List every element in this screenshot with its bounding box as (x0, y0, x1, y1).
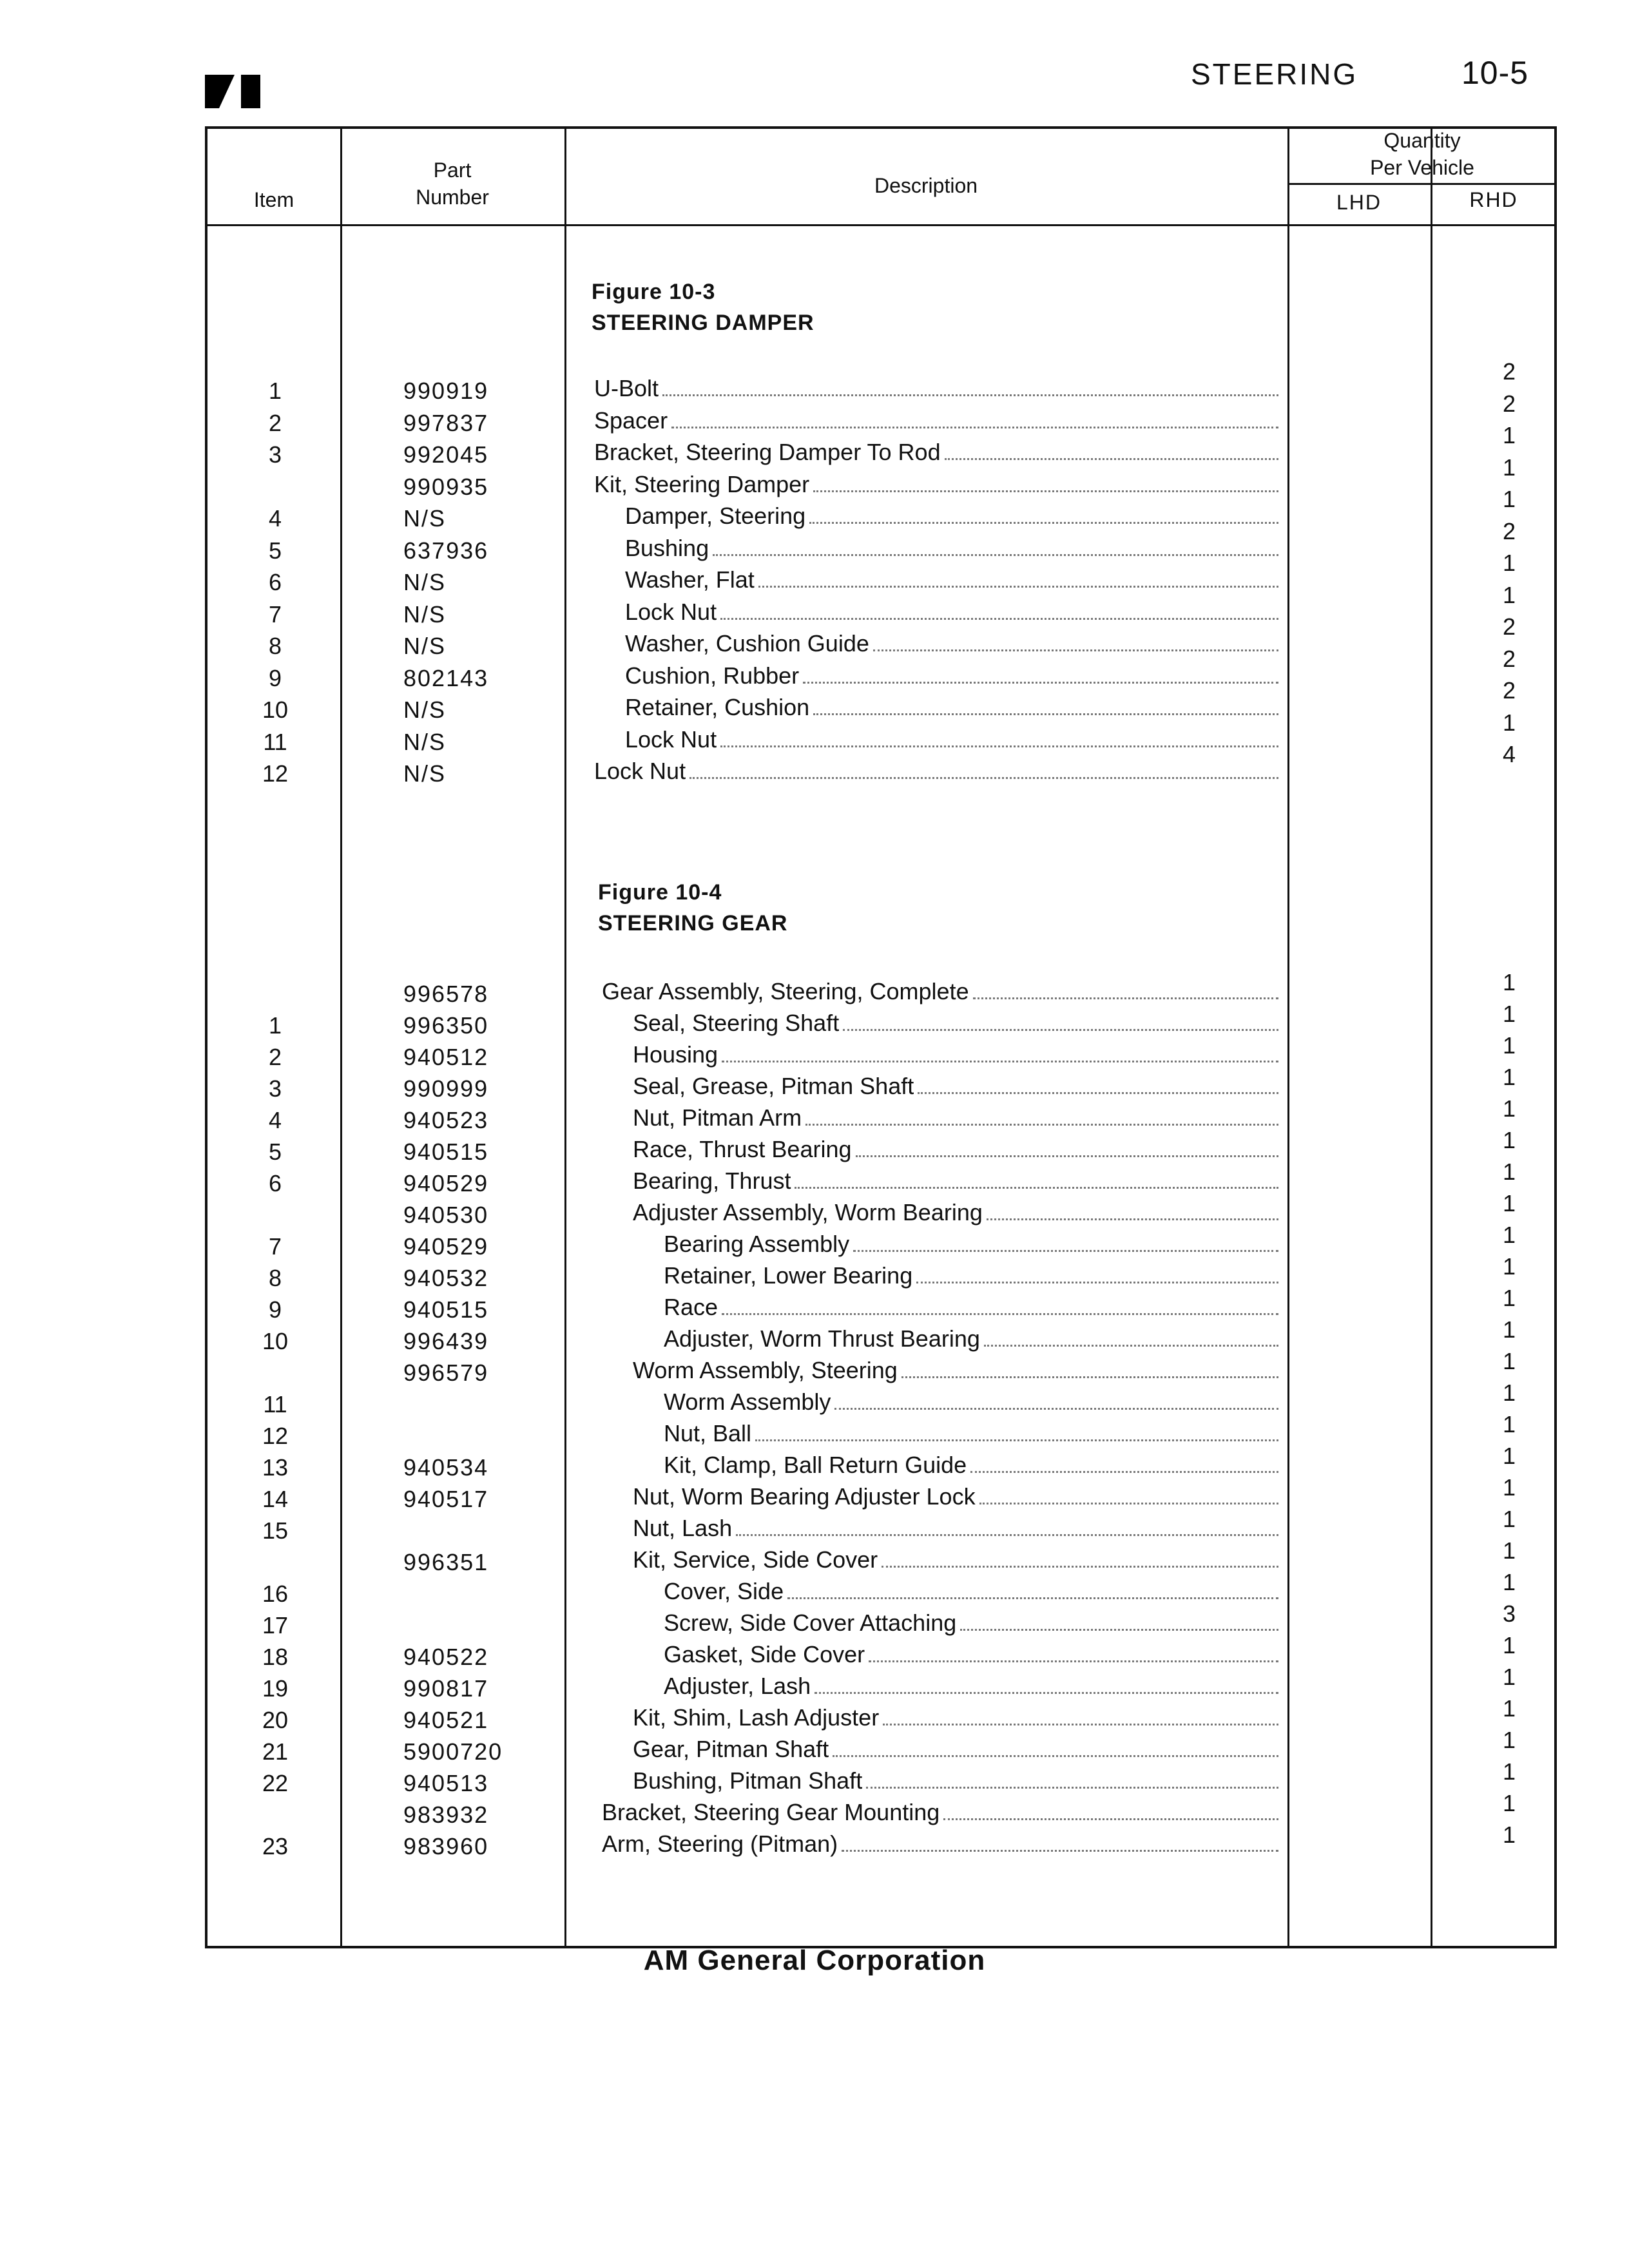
dot-leader (945, 440, 1278, 460)
quantity-subheader-divider (1287, 183, 1554, 185)
dot-leader (720, 727, 1278, 747)
description-text: Kit, Clamp, Ball Return Guide (664, 1452, 970, 1479)
quantity-rhd: 1 (1502, 550, 1516, 576)
dot-leader (987, 1200, 1278, 1220)
dot-leader (787, 1579, 1278, 1599)
dot-leader (866, 1769, 1278, 1789)
item-number: 7 (268, 601, 282, 628)
part-description (625, 599, 1278, 626)
quantity-rhd: 1 (1502, 969, 1516, 995)
description-text: Washer, Cushion Guide (625, 630, 873, 657)
part-number: 637936 (403, 537, 489, 564)
part-description (633, 1515, 1278, 1542)
table-row (207, 1443, 1559, 1484)
description-text: Bushing, Pitman Shaft (633, 1767, 866, 1794)
item-number: 10 (262, 697, 289, 723)
page-section-title: STEERING (1191, 57, 1358, 91)
part-description (633, 1767, 1278, 1794)
description-text: Retainer, Cushion (625, 694, 813, 721)
quantity-rhd: 2 (1502, 645, 1516, 672)
dot-leader (713, 536, 1278, 556)
section-title: STEERING GEAR (598, 911, 788, 936)
dot-leader (960, 1611, 1278, 1631)
part-description (602, 1831, 1278, 1858)
item-number: 8 (268, 633, 282, 659)
table-row (207, 1158, 1559, 1200)
item-number: 4 (268, 505, 282, 532)
dot-leader (916, 1264, 1278, 1283)
description-text: Gear Assembly, Steering, Complete (602, 978, 973, 1005)
dot-leader (882, 1548, 1278, 1568)
quantity-rhd: 1 (1502, 709, 1516, 736)
description-text: Bushing (625, 535, 713, 562)
footer-company-name: AM General Corporation (643, 1945, 986, 1976)
item-number: 5 (268, 537, 282, 564)
description-text: U-Bolt (594, 375, 662, 402)
part-number: N/S (403, 760, 447, 787)
figure-label: Figure 10-4 (598, 880, 722, 905)
table-row (207, 1253, 1559, 1294)
item-number: 3 (268, 441, 282, 468)
part-description (602, 978, 1278, 1005)
table-row (207, 358, 1559, 407)
part-number: 940534 (403, 1454, 489, 1481)
part-description (633, 1104, 1278, 1131)
part-description (594, 439, 1278, 466)
dot-leader (813, 695, 1278, 715)
header-divider (207, 224, 1554, 226)
part-description (594, 758, 1278, 785)
item-number: 11 (263, 1391, 287, 1418)
part-description (594, 375, 1278, 402)
table-row (207, 1379, 1559, 1421)
description-text: Screw, Side Cover Attaching (664, 1610, 960, 1637)
description-text: Damper, Steering (625, 503, 809, 530)
dot-leader (943, 1800, 1278, 1820)
dot-leader (901, 1358, 1278, 1378)
quantity-rhd: 1 (1502, 1632, 1516, 1658)
column-header-description: Description (874, 174, 978, 197)
dot-leader (795, 1169, 1278, 1189)
quantity-rhd: 2 (1502, 517, 1516, 544)
description-text: Kit, Steering Damper (594, 471, 813, 498)
table-row (207, 1790, 1559, 1831)
dot-leader (720, 600, 1278, 620)
quantity-rhd: 1 (1502, 1001, 1516, 1027)
description-text: Retainer, Lower Bearing (664, 1262, 916, 1289)
part-description (664, 1262, 1278, 1289)
quantity-rhd: 1 (1502, 1095, 1516, 1122)
part-description (633, 1041, 1278, 1068)
part-description (633, 1136, 1278, 1163)
dot-leader (918, 1074, 1278, 1094)
table-row (207, 1190, 1559, 1231)
table-row (207, 1222, 1559, 1263)
quantity-rhd: 4 (1502, 741, 1516, 767)
table-row (207, 1664, 1559, 1705)
part-description (625, 566, 1278, 593)
quantity-rhd: 1 (1502, 1032, 1516, 1059)
item-number: 22 (262, 1770, 289, 1796)
column-header-lhd: LHD (1336, 191, 1382, 214)
description-text: Lock Nut (594, 758, 689, 785)
part-description (664, 1389, 1278, 1416)
dot-leader (755, 1421, 1278, 1441)
description-text: Bearing, Thrust (633, 1168, 795, 1195)
description-text: Worm Assembly, Steering (633, 1357, 901, 1384)
description-text: Race, Thrust Bearing (633, 1136, 856, 1163)
part-description (602, 1799, 1278, 1826)
part-description (664, 1231, 1278, 1258)
description-text: Bearing Assembly (664, 1231, 853, 1258)
part-number: 990935 (403, 473, 489, 500)
quantity-rhd: 1 (1502, 486, 1516, 512)
item-number: 16 (262, 1581, 289, 1607)
dot-leader (853, 1232, 1278, 1252)
item-number: 3 (268, 1075, 282, 1102)
part-number: 983932 (403, 1802, 489, 1828)
company-logo-icon (205, 72, 262, 110)
description-text: Lock Nut (625, 599, 720, 626)
description-text: Nut, Lash (633, 1515, 736, 1542)
table-row (207, 1695, 1559, 1736)
quantity-rhd: 1 (1502, 454, 1516, 481)
part-description (633, 1073, 1278, 1100)
part-number: 940532 (403, 1265, 489, 1291)
part-number: 940530 (403, 1202, 489, 1228)
part-number: 996578 (403, 981, 489, 1007)
column-header-quantity: Quantity (1383, 129, 1461, 152)
section-title: STEERING DAMPER (592, 311, 815, 335)
quantity-rhd: 2 (1502, 677, 1516, 704)
part-number: 990817 (403, 1675, 489, 1702)
part-number: 802143 (403, 664, 489, 691)
dot-leader (805, 1106, 1278, 1126)
dot-leader (834, 1390, 1278, 1410)
quantity-rhd: 1 (1502, 1727, 1516, 1753)
dot-leader (758, 568, 1278, 588)
part-description (664, 1578, 1278, 1605)
description-text: Cushion, Rubber (625, 662, 803, 689)
part-number: 996350 (403, 1012, 489, 1039)
table-row (207, 1821, 1559, 1863)
description-text: Kit, Shim, Lash Adjuster (633, 1704, 883, 1731)
dot-leader (843, 1011, 1278, 1031)
item-number: 2 (268, 1044, 282, 1070)
table-row (207, 1095, 1559, 1137)
item-number: 6 (268, 569, 282, 595)
item-number: 4 (268, 1107, 282, 1133)
part-number: 940512 (403, 1044, 489, 1070)
table-row (207, 1001, 1559, 1042)
dot-leader (689, 759, 1278, 779)
part-number: 940515 (403, 1139, 489, 1165)
part-number: 997837 (403, 409, 489, 436)
item-number: 9 (268, 1296, 282, 1323)
part-number: 990919 (403, 378, 489, 404)
dot-leader (970, 1453, 1278, 1473)
quantity-rhd: 1 (1502, 1506, 1516, 1532)
dot-leader (803, 664, 1278, 684)
dot-leader (984, 1327, 1278, 1347)
table-row (207, 1569, 1559, 1610)
table-row (207, 1474, 1559, 1515)
description-text: Nut, Pitman Arm (633, 1104, 805, 1131)
item-number: 23 (262, 1833, 289, 1860)
description-text: Adjuster, Worm Thrust Bearing (664, 1325, 984, 1352)
item-number: 20 (262, 1707, 289, 1733)
part-description (625, 662, 1278, 689)
description-text: Seal, Grease, Pitman Shaft (633, 1073, 918, 1100)
part-description (664, 1294, 1278, 1321)
dot-leader (842, 1832, 1278, 1852)
dot-leader (869, 1642, 1278, 1662)
table-row (207, 1285, 1559, 1326)
item-number: 12 (262, 760, 289, 787)
quantity-rhd: 1 (1502, 1064, 1516, 1090)
description-text: Worm Assembly (664, 1389, 834, 1416)
part-description (664, 1452, 1278, 1479)
table-row (207, 1600, 1559, 1642)
dot-leader (856, 1137, 1278, 1157)
description-text: Spacer (594, 407, 671, 434)
description-text: Bracket, Steering Damper To Rod (594, 439, 945, 466)
item-number: 13 (262, 1454, 289, 1481)
dot-leader (736, 1516, 1278, 1536)
item-number: 21 (262, 1738, 289, 1765)
quantity-rhd: 1 (1502, 1158, 1516, 1185)
page-number: 10-5 (1461, 55, 1529, 91)
item-number: 19 (262, 1675, 289, 1702)
part-description (633, 1483, 1278, 1510)
column-header-item: Item (253, 188, 294, 211)
item-number: 15 (262, 1517, 289, 1544)
part-number: 983960 (403, 1833, 489, 1860)
part-number: 990999 (403, 1075, 489, 1102)
quantity-rhd: 1 (1502, 1348, 1516, 1374)
quantity-rhd: 1 (1502, 1569, 1516, 1595)
quantity-rhd: 3 (1502, 1600, 1516, 1627)
description-text: Lock Nut (625, 726, 720, 753)
column-header-part-line2: Number (416, 186, 489, 209)
item-number: 2 (268, 409, 282, 436)
part-description (633, 1357, 1278, 1384)
table-row (207, 1727, 1559, 1768)
item-number: 12 (262, 1423, 289, 1449)
part-description (664, 1420, 1278, 1447)
quantity-rhd: 1 (1502, 1695, 1516, 1722)
item-number: 1 (268, 378, 282, 404)
item-number: 18 (262, 1644, 289, 1670)
item-number: 9 (268, 664, 282, 691)
dot-leader (979, 1485, 1278, 1504)
table-row (207, 1758, 1559, 1800)
description-text: Arm, Steering (Pitman) (602, 1831, 842, 1858)
part-description (664, 1325, 1278, 1352)
quantity-rhd: 1 (1502, 1127, 1516, 1153)
part-number: N/S (403, 728, 447, 755)
quantity-rhd: 1 (1502, 1790, 1516, 1816)
quantity-rhd: 1 (1502, 1253, 1516, 1280)
part-number: 940529 (403, 1233, 489, 1260)
table-row (207, 1506, 1559, 1547)
description-text: Gear, Pitman Shaft (633, 1736, 833, 1763)
quantity-rhd: 1 (1502, 1664, 1516, 1690)
description-text: Housing (633, 1041, 722, 1068)
part-description (633, 1704, 1278, 1731)
dot-leader (722, 1295, 1278, 1315)
dot-leader (883, 1706, 1278, 1725)
table-row (207, 1032, 1559, 1073)
part-description (625, 535, 1278, 562)
quantity-rhd: 1 (1502, 1190, 1516, 1216)
column-header-part-line1: Part (433, 159, 472, 182)
dot-leader (873, 631, 1278, 651)
part-number: N/S (403, 633, 447, 659)
part-number: 940523 (403, 1107, 489, 1133)
item-number: 6 (268, 1170, 282, 1196)
quantity-rhd: 1 (1502, 1474, 1516, 1501)
quantity-rhd: 1 (1502, 422, 1516, 448)
part-description (594, 471, 1278, 498)
description-text: Kit, Service, Side Cover (633, 1546, 882, 1573)
dot-leader (815, 1674, 1278, 1694)
table-row (207, 1064, 1559, 1105)
quantity-rhd: 1 (1502, 1758, 1516, 1785)
dot-leader (813, 472, 1278, 492)
dot-leader (973, 979, 1278, 999)
part-number: 996351 (403, 1549, 489, 1575)
item-number: 14 (262, 1486, 289, 1512)
part-description (633, 1199, 1278, 1226)
description-text: Nut, Ball (664, 1420, 755, 1447)
column-header-per-vehicle: Per Vehicle (1370, 156, 1474, 179)
figure-label: Figure 10-3 (592, 280, 716, 304)
part-description (625, 630, 1278, 657)
quantity-rhd: 2 (1502, 613, 1516, 640)
quantity-rhd: 1 (1502, 1285, 1516, 1311)
part-number: 940529 (403, 1170, 489, 1196)
part-number: N/S (403, 697, 447, 723)
table-row (207, 1537, 1559, 1579)
description-text: Adjuster Assembly, Worm Bearing (633, 1199, 987, 1226)
table-row (207, 1316, 1559, 1358)
dot-leader (671, 408, 1278, 428)
item-number: 10 (262, 1328, 289, 1354)
quantity-rhd: 2 (1502, 390, 1516, 417)
description-text: Bracket, Steering Gear Mounting (602, 1799, 943, 1826)
description-text: Cover, Side (664, 1578, 787, 1605)
quantity-rhd: 1 (1502, 1821, 1516, 1848)
part-description (664, 1673, 1278, 1700)
quantity-rhd: 1 (1502, 1537, 1516, 1564)
description-text: Nut, Worm Bearing Adjuster Lock (633, 1483, 979, 1510)
quantity-rhd: 1 (1502, 1443, 1516, 1469)
quantity-rhd: 1 (1502, 1222, 1516, 1248)
quantity-rhd: 1 (1502, 1411, 1516, 1437)
table-row (207, 1632, 1559, 1673)
item-number: 8 (268, 1265, 282, 1291)
part-description (664, 1641, 1278, 1668)
table-row (207, 1411, 1559, 1452)
table-row (207, 581, 1559, 631)
table-row (207, 969, 1559, 1010)
part-number: 992045 (403, 441, 489, 468)
part-description (664, 1610, 1278, 1637)
parts-table (205, 126, 1557, 1948)
item-number: 5 (268, 1139, 282, 1165)
item-number: 11 (263, 728, 287, 755)
part-number: N/S (403, 505, 447, 532)
part-number: 5900720 (403, 1738, 503, 1765)
part-description (633, 1546, 1278, 1573)
table-row (207, 1127, 1559, 1168)
table-row (207, 613, 1559, 662)
part-number: N/S (403, 569, 447, 595)
table-row (207, 1348, 1559, 1389)
dot-leader (809, 504, 1278, 524)
part-number: 940517 (403, 1486, 489, 1512)
part-number: 996579 (403, 1360, 489, 1386)
part-number: 940513 (403, 1770, 489, 1796)
part-description (633, 1736, 1278, 1763)
part-number: 940522 (403, 1644, 489, 1670)
description-text: Adjuster, Lash (664, 1673, 815, 1700)
item-number: 7 (268, 1233, 282, 1260)
description-text: Gasket, Side Cover (664, 1641, 869, 1668)
part-description (625, 726, 1278, 753)
part-number: 940515 (403, 1296, 489, 1323)
part-description (625, 503, 1278, 530)
quantity-rhd: 2 (1502, 358, 1516, 385)
item-number: 17 (262, 1612, 289, 1639)
part-number: 940521 (403, 1707, 489, 1733)
part-number: N/S (403, 601, 447, 628)
part-description (625, 694, 1278, 721)
dot-leader (833, 1737, 1278, 1757)
part-number: 996439 (403, 1328, 489, 1354)
description-text: Seal, Steering Shaft (633, 1010, 843, 1037)
dot-leader (722, 1043, 1278, 1062)
quantity-rhd: 1 (1502, 581, 1516, 608)
part-description (594, 407, 1278, 434)
quantity-rhd: 1 (1502, 1316, 1516, 1343)
dot-leader (662, 376, 1278, 396)
part-description (633, 1010, 1278, 1037)
description-text: Race (664, 1294, 722, 1321)
column-header-rhd: RHD (1469, 188, 1518, 211)
item-number: 1 (268, 1012, 282, 1039)
part-description (633, 1168, 1278, 1195)
quantity-rhd: 1 (1502, 1379, 1516, 1406)
description-text: Washer, Flat (625, 566, 758, 593)
